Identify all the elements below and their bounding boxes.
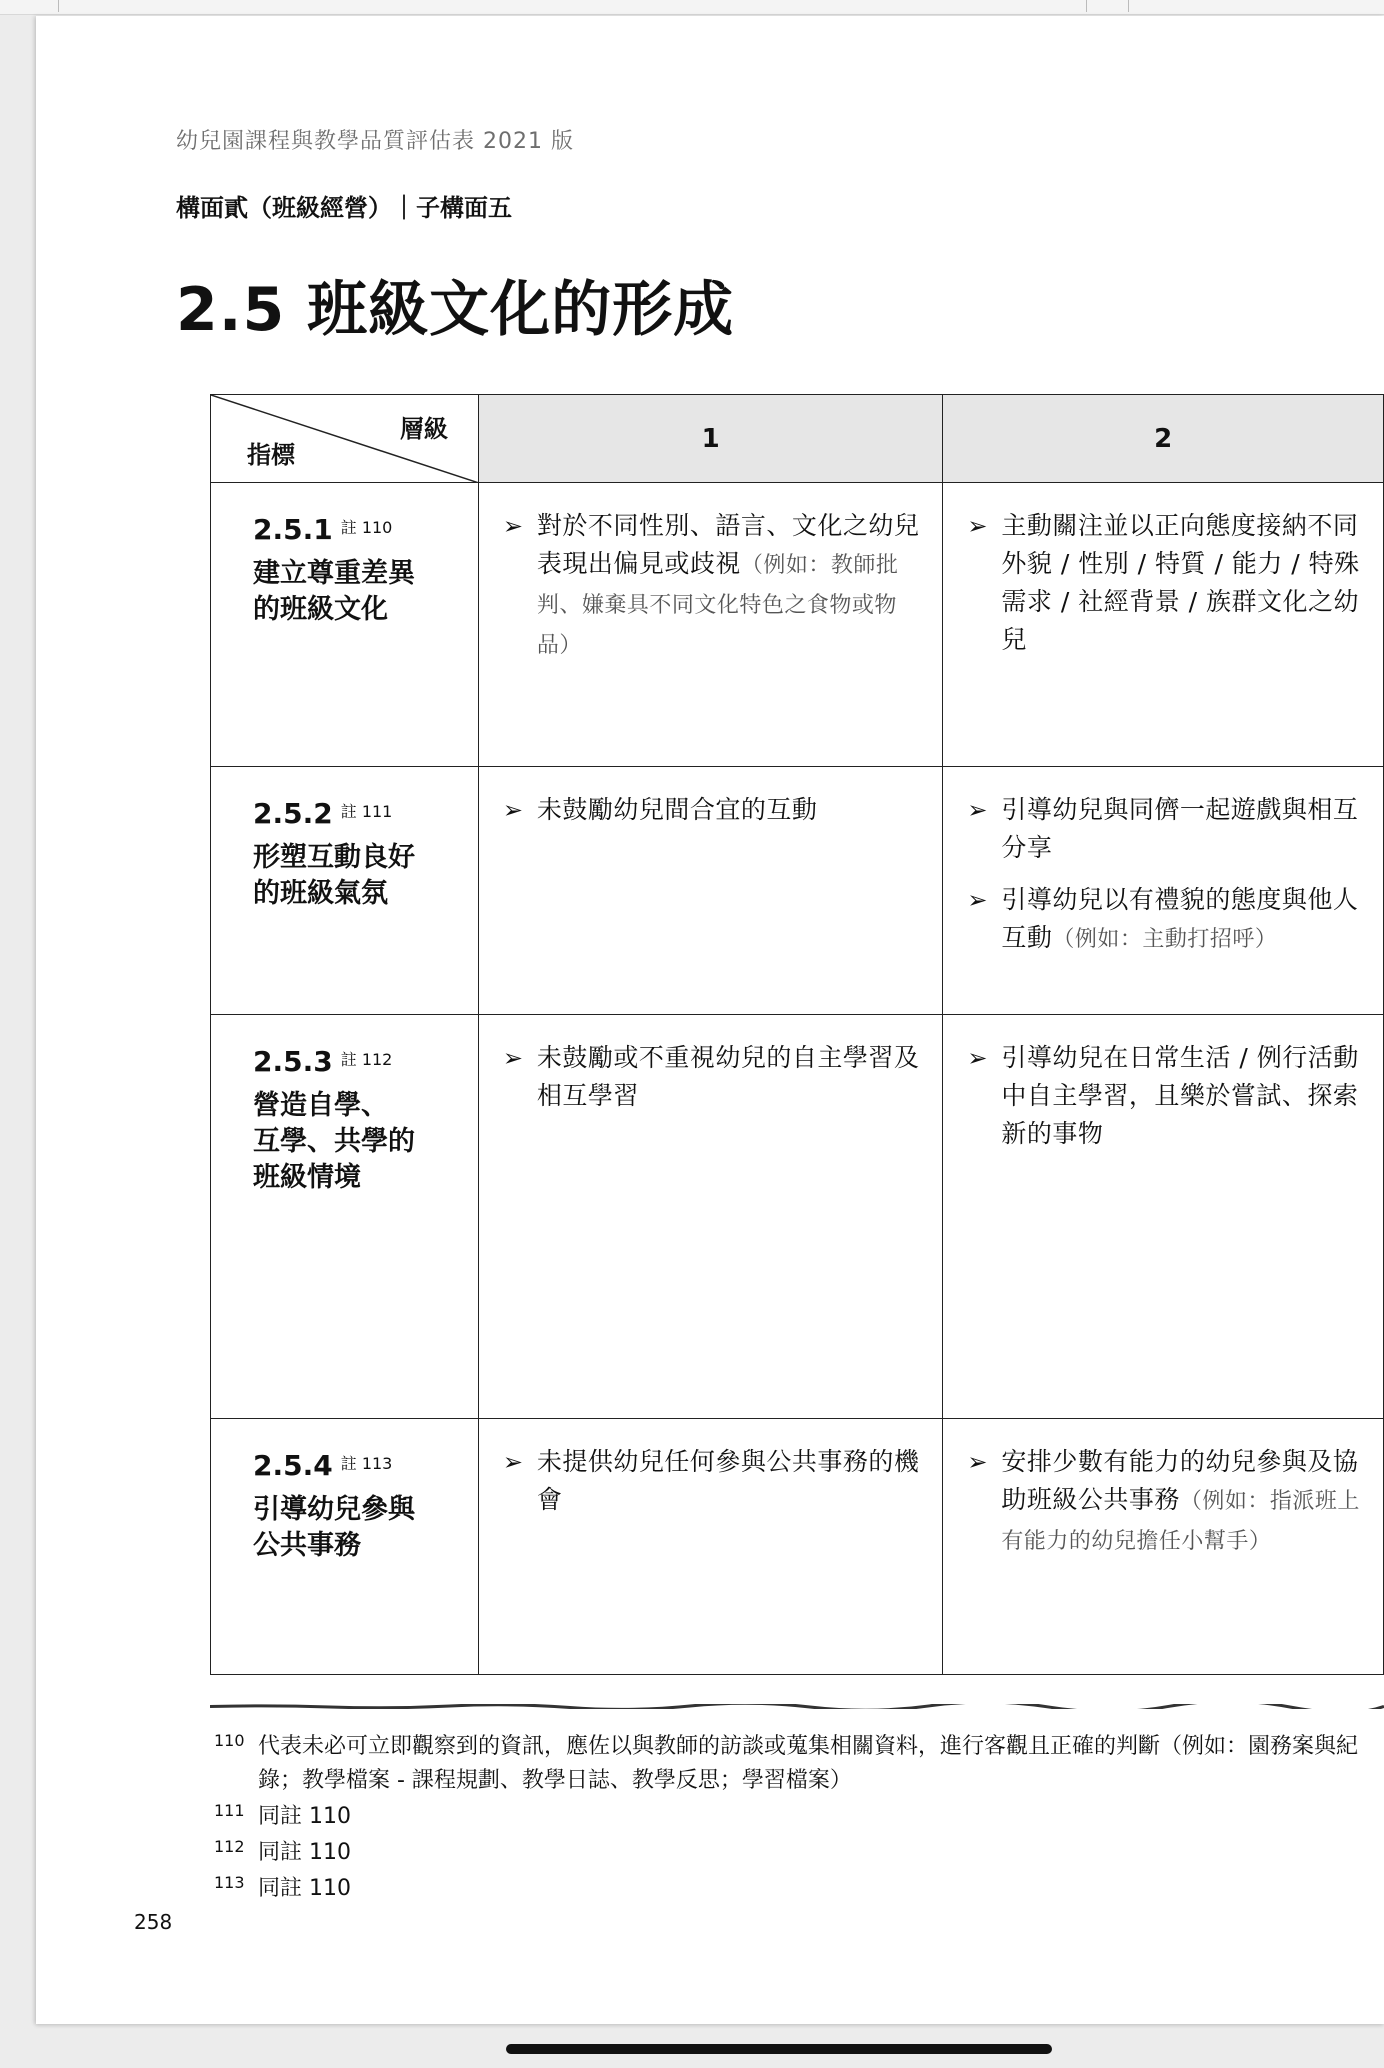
criteria-cell-level-2 xyxy=(943,1015,1384,1419)
arrow-bullet-icon: ➢ xyxy=(967,512,988,540)
arrow-bullet-icon: ➢ xyxy=(967,1448,988,1476)
criteria-cell-level-1 xyxy=(478,1419,943,1675)
toolbar-divider xyxy=(1128,0,1129,12)
toolbar-divider xyxy=(1086,0,1087,12)
indicator-cell xyxy=(211,483,479,767)
criterion-text: 引導幼兒與同儕一起遊戲與相互分享 xyxy=(1001,795,1359,862)
footnote-number: 111 xyxy=(214,1801,245,1820)
table-row xyxy=(211,1015,1384,1419)
criteria-cell-level-2 xyxy=(943,1419,1384,1675)
arrow-bullet-icon: ➢ xyxy=(967,886,988,914)
footnote-number: 112 xyxy=(214,1837,245,1856)
footnotes xyxy=(214,1730,1384,1908)
criterion-item xyxy=(967,507,1365,659)
criterion-item xyxy=(503,1039,925,1115)
criterion-item xyxy=(967,1443,1365,1561)
indicator-code: 2.5.3 xyxy=(253,1045,333,1078)
criterion-item xyxy=(967,881,1365,959)
footnote-item xyxy=(214,1730,1384,1798)
indicator-name: 引導幼兒參與 公共事務 xyxy=(253,1494,415,1561)
footnote-item xyxy=(214,1836,1384,1870)
criterion-item xyxy=(503,791,925,829)
level-axis-label: 層級 xyxy=(399,415,448,443)
table-row xyxy=(211,767,1384,1015)
criterion-text: 安排少數有能力的幼兒參與及協助班級公共事務 xyxy=(1001,1447,1359,1514)
criteria-cell-level-2 xyxy=(943,483,1384,767)
indicator-cell xyxy=(211,767,479,1015)
toolbar-divider xyxy=(58,0,59,12)
indicator-name: 營造自學、 互學、共學的 班級情境 xyxy=(253,1090,415,1193)
criterion-text: 未鼓勵幼兒間合宜的互動 xyxy=(536,795,818,824)
viewer-top-bar xyxy=(0,0,1384,15)
criterion-example: （例如：主動打招呼） xyxy=(1052,927,1278,952)
criteria-cell-level-2 xyxy=(943,767,1384,1015)
quality-table xyxy=(210,394,1384,1675)
criterion-text: 未提供幼兒任何參與公共事務的機會 xyxy=(536,1447,920,1514)
criterion-item xyxy=(967,791,1365,867)
footnote-ref: 註 113 xyxy=(340,1453,393,1473)
home-indicator[interactable] xyxy=(506,2044,1052,2054)
footnote-ref: 註 110 xyxy=(340,517,393,537)
criterion-item xyxy=(503,507,925,665)
arrow-bullet-icon: ➢ xyxy=(502,512,523,540)
indicator-name: 建立尊重差異 的班級文化 xyxy=(253,558,415,625)
table-row xyxy=(211,1419,1384,1675)
table-row xyxy=(211,483,1384,767)
footnote-text: 同註 110 xyxy=(258,1840,351,1865)
criterion-example: （例如：教師批判、嫌棄具不同文化特色之食物或物品） xyxy=(536,553,899,658)
criteria-cell-level-1 xyxy=(478,767,943,1015)
footnote-ref: 註 112 xyxy=(340,1049,393,1069)
document-title: 幼兒園課程與教學品質評估表 2021 版 xyxy=(176,129,574,154)
indicator-code: 2.5.4 xyxy=(253,1449,333,1482)
footnote-text: 代表未必可立即觀察到的資訊，應佐以與教師的訪談或蒐集相關資料，進行客觀且正確的判斷（例如：園務案與紀錄；教學檔案 - 課程規劃、教學日誌、教學反思；學習檔案） xyxy=(258,1734,1359,1793)
arrow-bullet-icon: ➢ xyxy=(967,1044,988,1072)
criterion-text: 引導幼兒在日常生活 / 例行活動中自主學習，且樂於嘗試、探索新的事物 xyxy=(1001,1043,1359,1148)
footnote-item xyxy=(214,1800,1384,1834)
page-number: 258 xyxy=(134,1910,173,1934)
criteria-cell-level-1 xyxy=(478,1015,943,1419)
level-header-2: 2 xyxy=(943,395,1384,483)
footnote-number: 110 xyxy=(214,1731,245,1750)
footnote-number: 113 xyxy=(214,1873,245,1892)
section-label: 構面貳（班級經營）｜子構面五 xyxy=(176,194,512,222)
criterion-text: 對於不同性別、語言、文化之幼兒表現出偏見或歧視 xyxy=(536,511,920,578)
footnote-item xyxy=(214,1872,1384,1906)
table-corner-header xyxy=(211,395,479,483)
indicator-name: 形塑互動良好 的班級氣氛 xyxy=(253,842,415,909)
indicator-cell xyxy=(211,1015,479,1419)
footnote-divider xyxy=(210,1704,1384,1709)
indicator-cell xyxy=(211,1419,479,1675)
arrow-bullet-icon: ➢ xyxy=(502,1448,523,1476)
criterion-text: 引導幼兒以有禮貌的態度與他人互動 xyxy=(1001,885,1359,952)
footnote-text: 同註 110 xyxy=(258,1876,351,1901)
criterion-text: 未鼓勵或不重視幼兒的自主學習及相互學習 xyxy=(536,1043,920,1110)
indicator-code: 2.5.1 xyxy=(253,513,333,546)
arrow-bullet-icon: ➢ xyxy=(502,1044,523,1072)
criterion-item xyxy=(967,1039,1365,1153)
level-header-1: 1 xyxy=(478,395,943,483)
page-heading: 2.5 班級文化的形成 xyxy=(176,275,735,345)
arrow-bullet-icon: ➢ xyxy=(502,796,523,824)
criterion-example: （例如：指派班上有能力的幼兒擔任小幫手） xyxy=(1001,1489,1360,1554)
footnote-ref: 註 111 xyxy=(340,801,393,821)
criteria-cell-level-1 xyxy=(478,483,943,767)
footnote-text: 同註 110 xyxy=(258,1804,351,1829)
criterion-item xyxy=(503,1443,925,1519)
arrow-bullet-icon: ➢ xyxy=(967,796,988,824)
index-axis-label: 指標 xyxy=(247,441,295,469)
indicator-code: 2.5.2 xyxy=(253,797,333,830)
criterion-text: 主動關注並以正向態度接納不同外貌 / 性別 / 特質 / 能力 / 特殊需求 / 社經背景 / 族群文化之幼兒 xyxy=(1001,511,1360,654)
